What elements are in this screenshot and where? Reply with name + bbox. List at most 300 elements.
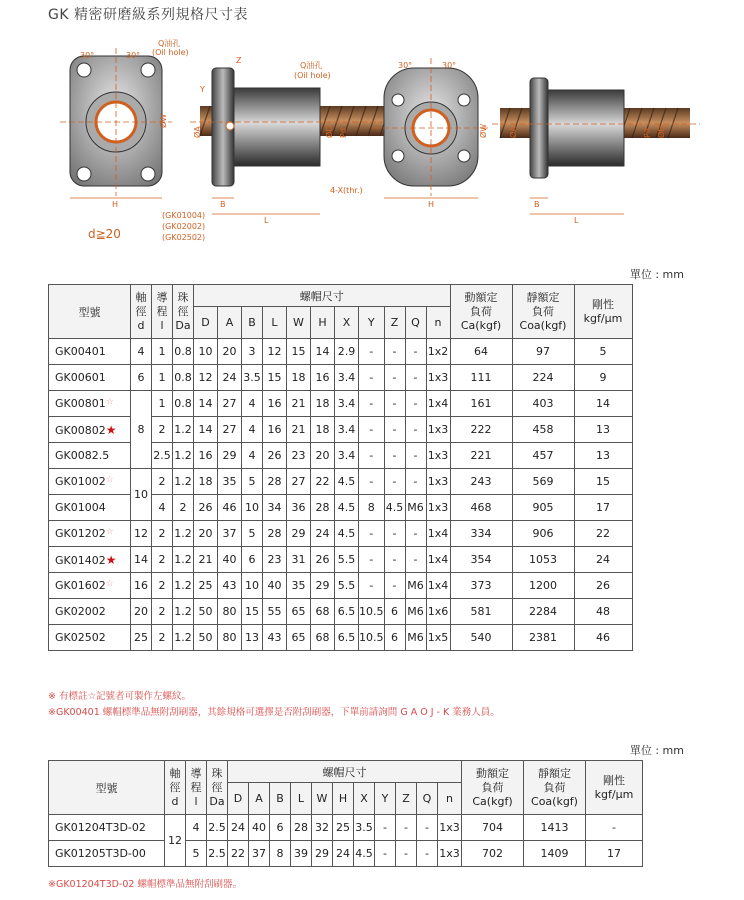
cell-d: 50 (194, 599, 218, 625)
col-header-lead: 導 程 l (186, 761, 207, 815)
cell-h: 24 (311, 521, 335, 547)
cell-coa: 97 (512, 339, 574, 365)
cell-ca: 222 (450, 417, 512, 443)
table-row (49, 521, 633, 547)
cell-n: 1x3 (438, 815, 462, 841)
cell-w: 65 (287, 599, 311, 625)
col-header-x: X (335, 307, 359, 339)
cell-model (49, 495, 131, 521)
cell-coa: 1409 (524, 841, 586, 867)
cell-a: 37 (218, 521, 242, 547)
cell-n: 1x4 (426, 521, 450, 547)
cell-l: 28 (291, 815, 312, 841)
cell-k: 17 (586, 841, 643, 867)
svg-text:H: H (112, 200, 119, 209)
cell-l: 2 (152, 573, 173, 599)
spec-table-2 (48, 760, 643, 867)
page-title: GK 精密研磨級系列規格尺寸表 (48, 7, 248, 23)
cell-y: - (359, 391, 385, 417)
model-name: GK01002 (55, 475, 106, 488)
left-thread-mark: ☆ (105, 527, 114, 537)
cell-w: 23 (287, 443, 311, 469)
model-name: GK00401 (55, 345, 106, 358)
cell-w: 21 (287, 391, 311, 417)
cell-coa: 224 (512, 365, 574, 391)
cell-n: 1x2 (426, 339, 450, 365)
cell-w: 18 (287, 365, 311, 391)
cell-k: 13 (574, 443, 632, 469)
cell-l: 12 (263, 339, 287, 365)
cell-l: 2 (152, 521, 173, 547)
cell-ca: 702 (462, 841, 524, 867)
col-header-model: 型號 (49, 285, 131, 339)
col-header-w: W (287, 307, 311, 339)
col-header-d: D (228, 783, 249, 815)
cell-q: - (405, 365, 426, 391)
cell-z: - (384, 365, 405, 391)
cell-model (49, 391, 131, 417)
col-header-z: Z (396, 783, 417, 815)
cell-d: 20 (194, 521, 218, 547)
cell-y: - (359, 339, 385, 365)
cell-y: - (359, 521, 385, 547)
cell-a: 40 (249, 815, 270, 841)
cell-h: 22 (311, 469, 335, 495)
cell-w: 27 (287, 469, 311, 495)
cell-w: 36 (287, 495, 311, 521)
cell-model (49, 547, 131, 573)
note-table2: ※GK01204T3D-02 螺帽標準品無附刮刷器。 (48, 879, 242, 890)
cell-d: 16 (131, 573, 152, 599)
cell-k: 24 (574, 547, 632, 573)
cell-x: 3.4 (335, 391, 359, 417)
cell-model (49, 841, 165, 867)
cell-n: 1x3 (426, 365, 450, 391)
cell-z: - (396, 841, 417, 867)
cell-da: 2.5 (207, 841, 228, 867)
cell-d: 16 (194, 443, 218, 469)
cell-z: - (396, 815, 417, 841)
cell-n: 1x5 (426, 625, 450, 651)
cell-ca: 704 (462, 815, 524, 841)
cell-y: - (359, 365, 385, 391)
svg-text:Q油孔: Q油孔 (300, 61, 323, 70)
left-thread-mark: ☆ (105, 397, 114, 407)
col-header-q: Q (405, 307, 426, 339)
cell-h: 29 (311, 573, 335, 599)
col-header-q: Q (417, 783, 438, 815)
cell-k: 46 (574, 625, 632, 651)
table-row (49, 841, 643, 867)
cell-da: 1.2 (173, 625, 194, 651)
table-row (49, 573, 633, 599)
cell-q: - (405, 417, 426, 443)
cell-q: - (405, 391, 426, 417)
col-header-rigidity: 剛性 kgf/μm (574, 285, 632, 339)
cell-d: 10 (194, 339, 218, 365)
d-condition-label: d≧20 (88, 227, 121, 241)
cell-da: 2.5 (207, 815, 228, 841)
cell-da: 1.2 (173, 469, 194, 495)
cell-h: 68 (311, 599, 335, 625)
cell-x: 4.5 (335, 495, 359, 521)
col-header-l: L (291, 783, 312, 815)
cell-b: 4 (242, 443, 263, 469)
svg-text:Z: Z (236, 56, 242, 65)
col-header-static-load: 靜額定 負荷 Coa(kgf) (524, 761, 586, 815)
cell-d: 8 (131, 391, 152, 469)
cell-k: 17 (574, 495, 632, 521)
svg-text:H: H (428, 200, 435, 209)
cell-l: 55 (263, 599, 287, 625)
cell-n: 1x4 (426, 547, 450, 573)
cell-a: 27 (218, 417, 242, 443)
cell-a: 27 (218, 391, 242, 417)
cell-b: 5 (242, 469, 263, 495)
col-header-rigidity: 剛性 kgf/μm (586, 761, 643, 815)
cell-model (49, 521, 131, 547)
col-header-lead: 導 程 l (152, 285, 173, 339)
cell-model (49, 573, 131, 599)
cell-a: 37 (249, 841, 270, 867)
cell-a: 20 (218, 339, 242, 365)
table-row (49, 391, 633, 417)
cell-ca: 581 (450, 599, 512, 625)
cell-l: 2 (152, 625, 173, 651)
cell-d: 4 (131, 339, 152, 365)
cell-a: 40 (218, 547, 242, 573)
cell-a: 35 (218, 469, 242, 495)
cell-coa: 1200 (512, 573, 574, 599)
table-row (49, 599, 633, 625)
cell-model (49, 443, 131, 469)
cell-l: 4 (152, 495, 173, 521)
cell-l: 1 (152, 339, 173, 365)
svg-text:ØW: ØW (479, 123, 488, 138)
cell-y: - (359, 469, 385, 495)
cell-l: 1 (152, 365, 173, 391)
cell-z: - (384, 443, 405, 469)
cell-w: 15 (287, 339, 311, 365)
cell-k: - (586, 815, 643, 841)
cell-ca: 468 (450, 495, 512, 521)
cell-ca: 540 (450, 625, 512, 651)
cell-l: 2.5 (152, 443, 173, 469)
cell-d: 24 (228, 815, 249, 841)
table-row (49, 547, 633, 573)
cell-ca: 354 (450, 547, 512, 573)
col-header-nut-group: 螺帽尺寸 (194, 285, 451, 307)
cell-d: 14 (131, 547, 152, 573)
cell-b: 4 (242, 391, 263, 417)
cell-x: 4.5 (354, 841, 375, 867)
unit-label-1: 單位 : mm (629, 268, 684, 281)
cell-n: 1x3 (426, 469, 450, 495)
cell-b: 6 (270, 815, 291, 841)
cell-d: 12 (165, 815, 186, 867)
cell-da: 1.2 (173, 547, 194, 573)
col-header-w: W (312, 783, 333, 815)
cell-w: 35 (287, 573, 311, 599)
cell-da: 2 (173, 495, 194, 521)
cell-q: - (417, 815, 438, 841)
cell-y: 10.5 (359, 599, 385, 625)
cell-coa: 906 (512, 521, 574, 547)
cell-da: 1.2 (173, 521, 194, 547)
model-name: GK01402 (55, 553, 106, 567)
note-left-thread: ※ 有標註☆記號者可製作左螺紋。 (48, 691, 191, 702)
cell-da: 0.8 (173, 391, 194, 417)
cell-q: M6 (405, 495, 426, 521)
col-header-shaft: 軸 徑 d (131, 285, 152, 339)
col-header-a: A (249, 783, 270, 815)
side-view-round-nut (492, 78, 700, 225)
table-row (49, 625, 633, 651)
col-header-x: X (354, 783, 375, 815)
cell-y: - (375, 815, 396, 841)
cell-l: 2 (152, 599, 173, 625)
cell-l: 2 (152, 547, 173, 573)
cell-d: 6 (131, 365, 152, 391)
cell-q: M6 (405, 573, 426, 599)
cell-h: 18 (311, 417, 335, 443)
svg-text:L: L (574, 216, 579, 225)
svg-text:(Oil hole): (Oil hole) (152, 48, 189, 57)
cell-ca: 64 (450, 339, 512, 365)
cell-b: 6 (242, 547, 263, 573)
cell-w: 21 (287, 417, 311, 443)
cell-b: 10 (242, 573, 263, 599)
cell-a: 80 (218, 599, 242, 625)
cell-z: 4.5 (384, 495, 405, 521)
cell-z: - (384, 521, 405, 547)
cell-z: 6 (384, 599, 405, 625)
svg-text:Y: Y (200, 85, 205, 94)
svg-text:(GK02502): (GK02502) (162, 233, 206, 242)
cell-l: 26 (263, 443, 287, 469)
cell-z: - (384, 391, 405, 417)
cell-ca: 243 (450, 469, 512, 495)
cell-h: 14 (311, 339, 335, 365)
col-header-a: A (218, 307, 242, 339)
cell-a: 43 (218, 573, 242, 599)
cell-d: 25 (194, 573, 218, 599)
cell-x: 3.4 (335, 365, 359, 391)
cell-k: 5 (574, 339, 632, 365)
cell-model (49, 625, 131, 651)
cell-h: 68 (311, 625, 335, 651)
cell-da: 0.8 (173, 365, 194, 391)
cell-model (49, 417, 131, 443)
cell-coa: 569 (512, 469, 574, 495)
cell-l: 23 (263, 547, 287, 573)
note-wiper: ※GK00401 螺帽標準品無附刮刷器，其餘規格可選擇是否附刮刷器，下單前請詢問 G A O J - K 業務人員。 (48, 707, 500, 718)
cell-n: 1x3 (426, 495, 450, 521)
model-name: GK01204T3D-02 (55, 821, 146, 834)
col-header-nut-group: 螺帽尺寸 (228, 761, 462, 783)
cell-w: 29 (287, 521, 311, 547)
cell-w: 31 (287, 547, 311, 573)
svg-text:4-X(thr.): 4-X(thr.) (330, 186, 363, 195)
cell-l: 4 (186, 815, 207, 841)
svg-text:30°: 30° (398, 61, 413, 70)
cell-b: 3.5 (242, 365, 263, 391)
cell-ca: 334 (450, 521, 512, 547)
cell-y: - (359, 443, 385, 469)
cell-model (49, 815, 165, 841)
cell-w: 29 (312, 841, 333, 867)
left-thread-mark: ★ (105, 422, 117, 437)
model-name: GK02502 (55, 631, 106, 644)
cell-da: 1.2 (173, 443, 194, 469)
cell-h: 20 (311, 443, 335, 469)
cell-w: 65 (287, 625, 311, 651)
svg-text:B: B (220, 200, 226, 209)
col-header-y: Y (375, 783, 396, 815)
cell-l: 28 (263, 521, 287, 547)
col-header-dynamic-load: 動額定 負荷 Ca(kgf) (462, 761, 524, 815)
left-thread-mark: ☆ (105, 579, 114, 589)
cell-x: 4.5 (335, 469, 359, 495)
col-header-b: B (270, 783, 291, 815)
svg-text:30°: 30° (442, 61, 457, 70)
cell-y: - (359, 573, 385, 599)
cell-z: - (384, 547, 405, 573)
cell-ca: 111 (450, 365, 512, 391)
cell-da: 0.8 (173, 339, 194, 365)
cell-q: - (417, 841, 438, 867)
cell-k: 22 (574, 521, 632, 547)
svg-text:Pd: Pd (643, 128, 652, 138)
cell-n: 1x3 (426, 443, 450, 469)
cell-l: 43 (263, 625, 287, 651)
col-header-dynamic-load: 動額定 負荷 Ca(kgf) (450, 285, 512, 339)
cell-n: 1x3 (438, 841, 462, 867)
cell-d: 14 (194, 417, 218, 443)
cell-z: - (384, 573, 405, 599)
model-name: GK01602 (55, 579, 106, 592)
cell-a: 24 (218, 365, 242, 391)
cell-d: 12 (131, 521, 152, 547)
model-name: GK00801 (55, 397, 106, 410)
cell-a: 29 (218, 443, 242, 469)
svg-text:ØW: ØW (159, 113, 168, 128)
table-row (49, 339, 633, 365)
cell-q: - (405, 443, 426, 469)
cell-l: 16 (263, 391, 287, 417)
svg-text:ØA: ØA (193, 126, 202, 138)
col-header-ball: 珠 徑 Da (207, 761, 228, 815)
cell-n: 1x3 (426, 417, 450, 443)
model-name: GK0082.5 (55, 449, 110, 462)
cell-h: 25 (333, 815, 354, 841)
cell-ca: 221 (450, 443, 512, 469)
cell-q: - (405, 339, 426, 365)
col-header-b: B (242, 307, 263, 339)
cell-x: 5.5 (335, 573, 359, 599)
col-header-model: 型號 (49, 761, 165, 815)
cell-q: M6 (405, 625, 426, 651)
svg-text:Q油孔: Q油孔 (158, 39, 181, 48)
cell-model (49, 365, 131, 391)
col-header-d: D (194, 307, 218, 339)
cell-l: 5 (186, 841, 207, 867)
cell-coa: 403 (512, 391, 574, 417)
col-header-h: H (333, 783, 354, 815)
model-name: GK02002 (55, 605, 106, 618)
col-header-z: Z (384, 307, 405, 339)
cell-k: 9 (574, 365, 632, 391)
cell-da: 1.2 (173, 599, 194, 625)
cell-x: 3.4 (335, 417, 359, 443)
svg-text:B: B (534, 200, 540, 209)
model-name: GK00802 (55, 423, 106, 437)
cell-l: 28 (263, 469, 287, 495)
svg-text:(GK02002): (GK02002) (162, 222, 206, 231)
cell-h: 16 (311, 365, 335, 391)
svg-text:(Oil hole): (Oil hole) (294, 71, 331, 80)
unit-label-2: 單位 : mm (629, 744, 684, 757)
cell-l: 1 (152, 391, 173, 417)
model-name: GK00601 (55, 371, 106, 384)
cell-y: 8 (359, 495, 385, 521)
table-row (49, 469, 633, 495)
cell-q: - (405, 547, 426, 573)
cell-q: - (405, 521, 426, 547)
ball-screw-drawing (40, 28, 700, 258)
cell-da: 1.2 (173, 573, 194, 599)
cell-d: 21 (194, 547, 218, 573)
cell-d: 12 (194, 365, 218, 391)
cell-q: M6 (405, 599, 426, 625)
cell-k: 48 (574, 599, 632, 625)
svg-text:Pd: Pd (339, 128, 348, 138)
cell-coa: 2284 (512, 599, 574, 625)
col-header-l: L (263, 307, 287, 339)
cell-w: 32 (312, 815, 333, 841)
cell-coa: 1053 (512, 547, 574, 573)
front-view-square-flange (60, 38, 189, 209)
cell-k: 26 (574, 573, 632, 599)
cell-model (49, 339, 131, 365)
cell-q: - (405, 469, 426, 495)
cell-l: 16 (263, 417, 287, 443)
cell-k: 15 (574, 469, 632, 495)
cell-l: 2 (152, 469, 173, 495)
cell-d: 14 (194, 391, 218, 417)
cell-n: 1x4 (426, 391, 450, 417)
cell-model (49, 599, 131, 625)
cell-y: - (359, 417, 385, 443)
cell-coa: 2381 (512, 625, 574, 651)
cell-b: 8 (270, 841, 291, 867)
svg-text:(GK01004): (GK01004) (162, 211, 206, 220)
cell-coa: 905 (512, 495, 574, 521)
model-name: GK01004 (55, 501, 106, 514)
cell-coa: 457 (512, 443, 574, 469)
cell-h: 18 (311, 391, 335, 417)
cell-z: - (384, 469, 405, 495)
col-header-y: Y (359, 307, 385, 339)
cell-x: 3.5 (354, 815, 375, 841)
cell-d: 50 (194, 625, 218, 651)
cell-z: 6 (384, 625, 405, 651)
cell-x: 4.5 (335, 521, 359, 547)
cell-z: - (384, 339, 405, 365)
table-row (49, 815, 643, 841)
cell-d: 26 (194, 495, 218, 521)
cell-b: 13 (242, 625, 263, 651)
